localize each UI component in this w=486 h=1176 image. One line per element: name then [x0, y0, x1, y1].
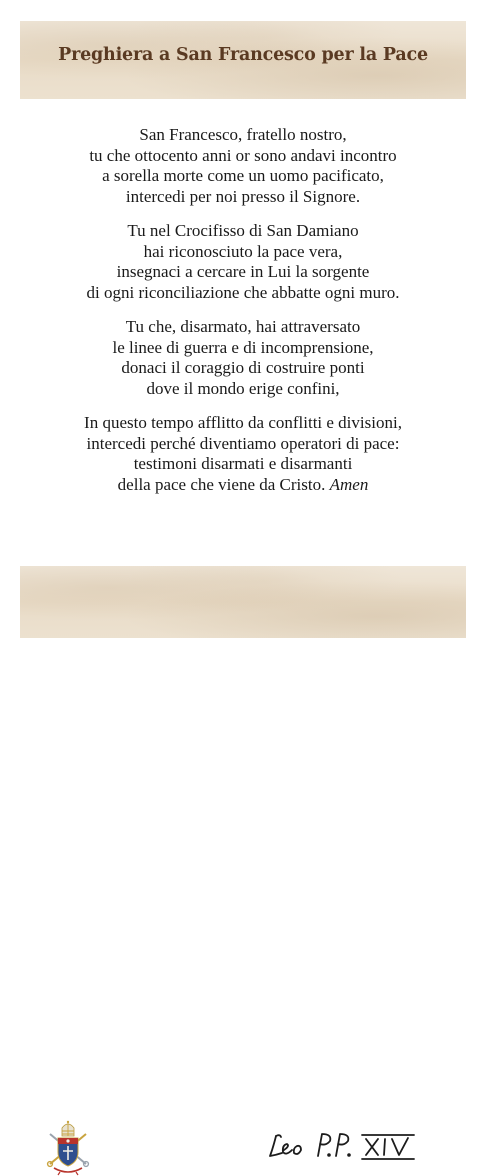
prayer-line: intercedi perché diventiamo operatori di pace:: [86, 433, 400, 453]
prayer-line: di ogni riconciliazione che abbatte ogni muro.: [86, 282, 400, 302]
prayer-line: Tu nel Crocifisso di San Damiano: [127, 221, 359, 240]
prayer-line: insegnaci a cercare in Lui la sorgente: [116, 262, 370, 281]
prayer-line-final: [20, 475, 466, 496]
stanza-1: [20, 125, 466, 207]
prayer-card: [20, 21, 466, 638]
prayer-line: donaci il coraggio di costruire ponti: [121, 358, 365, 377]
prayer-line: San Francesco, fratello nostro,: [139, 125, 347, 144]
prayer-line: intercedi per noi presso il Signore.: [125, 186, 361, 206]
prayer-line: a sorella morte come un uomo pacificato,: [102, 166, 384, 185]
amen-word: Amen: [329, 474, 369, 494]
prayer-line: le linee di guerra e di incomprensione,: [112, 337, 374, 357]
prayer-line: testimoni disarmati e disarmanti: [133, 454, 353, 473]
prayer-title: Preghiera a San Francesco per la Pace: [58, 45, 428, 65]
prayer-body: [20, 125, 466, 509]
title-band: [20, 21, 466, 99]
prayer-line: dove il mondo erige confini,: [146, 378, 340, 398]
stanza-3: [20, 317, 466, 399]
stanza-4: [20, 413, 466, 495]
papal-coat-of-arms-icon: [46, 1120, 90, 1176]
prayer-line: In questo tempo afflitto da conflitti e divisioni,: [84, 413, 402, 432]
prayer-line: tu che ottocento anni or sono andavi incontro: [89, 145, 397, 165]
prayer-line: Tu che, disarmato, hai attraversato: [125, 317, 361, 336]
footer-band: [20, 566, 466, 638]
handwritten-signature: [266, 1128, 426, 1164]
prayer-line: hai riconosciuto la pace vera,: [143, 241, 343, 261]
stanza-2: [20, 221, 466, 303]
prayer-line-text: della pace che viene da Cristo.: [117, 474, 326, 494]
